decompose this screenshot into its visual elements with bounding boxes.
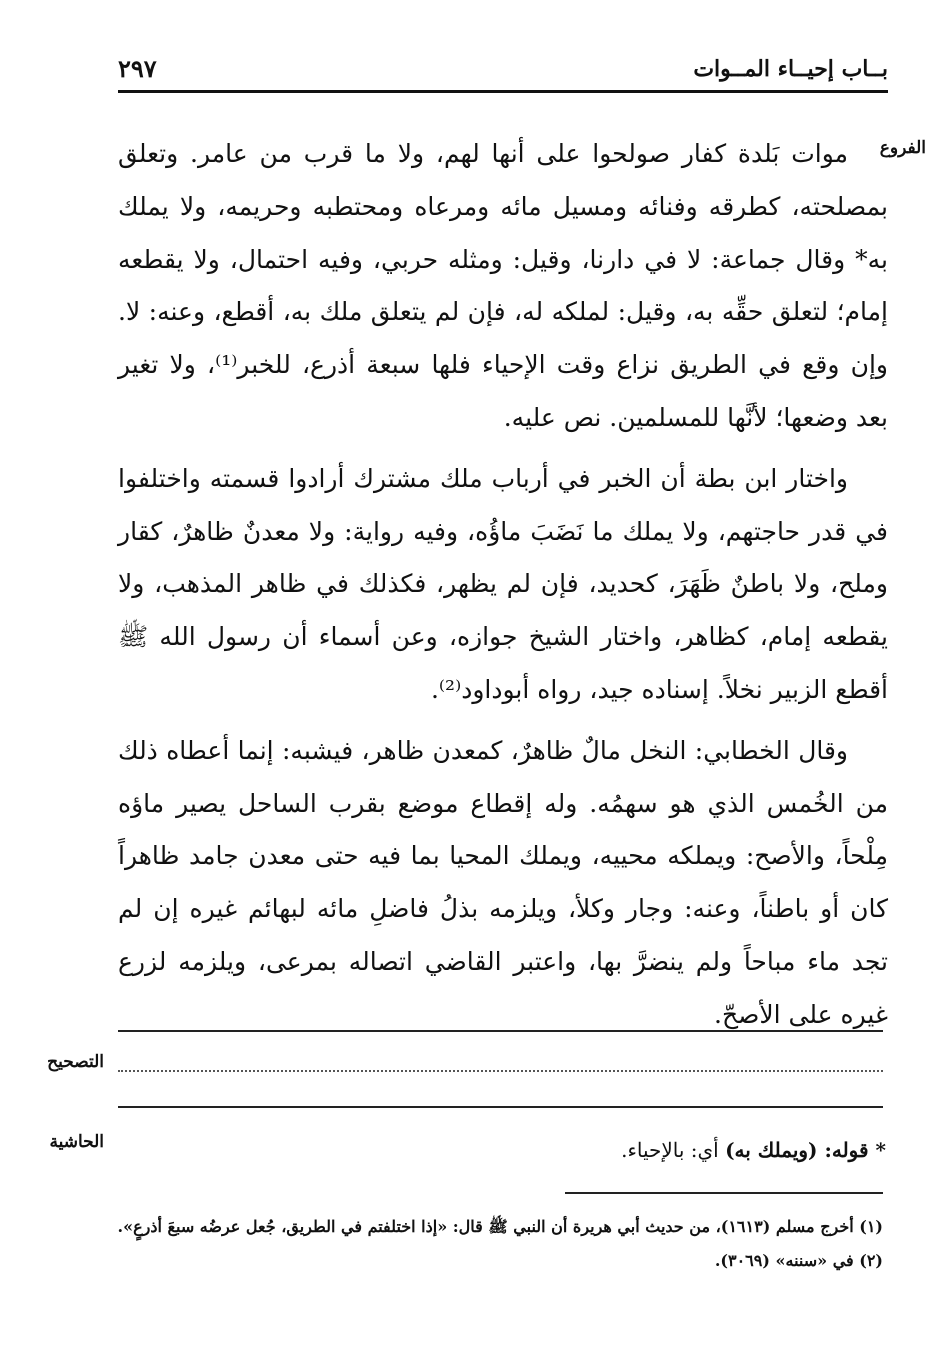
paragraph-1: موات بَلدة كفار صولحوا على أنها لهم، ولا ما قرب من عامر. وتعلق بمصلحته، كطرقه وفنائه ومسيل مائه ومرعاه ومحتطبه وحريمه، ولا يملك به* وقال جماعة: لا في دارنا، وقيل: ومثله حربي، وفيه احتمال، ولا يقطعه إمام؛ لتعلق حقِّه به، وقيل: لملكه له، فإن لم يتعلق ملك به، أقطع، وعنه: لا. وإن وقع في الطريق نزاع وقت الإحياء فلها سبعة أذرع، للخبر⁽¹⁾، ولا تغير بعد وضعها؛ لأنَّها للمسلمين. نص عليه.: [118, 139, 888, 432]
tashih-dotted-line: [118, 1070, 883, 1072]
paragraph-2: واختار ابن بطة أن الخبر في أرباب ملك مشترك أرادوا قسمته واختلفوا في قدر حاجتهم، ولا يملك ما نَضَبَ ماؤُه، وفيه رواية: ولا معدنٌ ظاهرٌ، كقار وملح، ولا باطنٌ ظَهَرَ، كحديد، فإن لم يظهر، فكذلك في ظاهر المذهب، ولا يقطعه إمام، كظاهر، واختار الشيخ جوازه، وعن أسماء أن رسول الله ﷺ أقطع الزبير نخلاً. إسناده جيد، رواه أبوداود⁽²⁾.: [118, 463, 888, 704]
footnote-2: (٢) في «سننه» (٣٠٦٩).: [714, 1251, 883, 1270]
page-header: [118, 50, 888, 93]
side-label-hashiya: الحاشية: [49, 1132, 104, 1152]
footnote-rule: [565, 1192, 883, 1194]
side-label-tashih: التصحيح: [47, 1052, 104, 1072]
section-rule-top: [118, 1030, 883, 1032]
chapter-title: بــاب إحيــاء المــوات: [693, 56, 888, 82]
paragraph-3: وقال الخطابي: النخل مالٌ ظاهرٌ، كمعدن ظاهر، فيشبه: إنما أعطاه ذلك من الخُمس الذي هو سهمُه. وله إقطاع موضع بقرب الساحل يصير ماؤه مِلْحاً، والأصح: ويملكه محييه، ويملك المحيا بما فيه حتى معدن جامد ظاهراً كان أو باطناً، وعنه: وجار وكلأ، ويلزمه بذلُ فاضلِ مائه لبهائم غيره إن لم تجد ماء مباحاً ولم ينضرَّ بها، واعتبر القاضي اتصاله بمرعى، ويلزمه لزرع غيره على الأصحّ.: [118, 735, 888, 1029]
hashiya-note: [126, 1138, 886, 1162]
note-lead: * قوله: (ويملك به): [725, 1138, 886, 1162]
footnote-1: (١) أخرج مسلم (١٦١٣)، من حديث أبي هريرة أن النبي ﷺ قال: «إذا اختلفتم في الطريق، جُعل عرضُه سبعَ أذرعٍ».: [117, 1217, 883, 1236]
section-rule-bottom: [118, 1106, 883, 1108]
note-rest: أي: بالإحياء.: [621, 1138, 726, 1162]
side-label-furu: الفروع: [879, 138, 926, 158]
main-text: [118, 128, 888, 1050]
footnotes: [118, 1210, 883, 1278]
page-number: ٢٩٧: [118, 54, 157, 83]
